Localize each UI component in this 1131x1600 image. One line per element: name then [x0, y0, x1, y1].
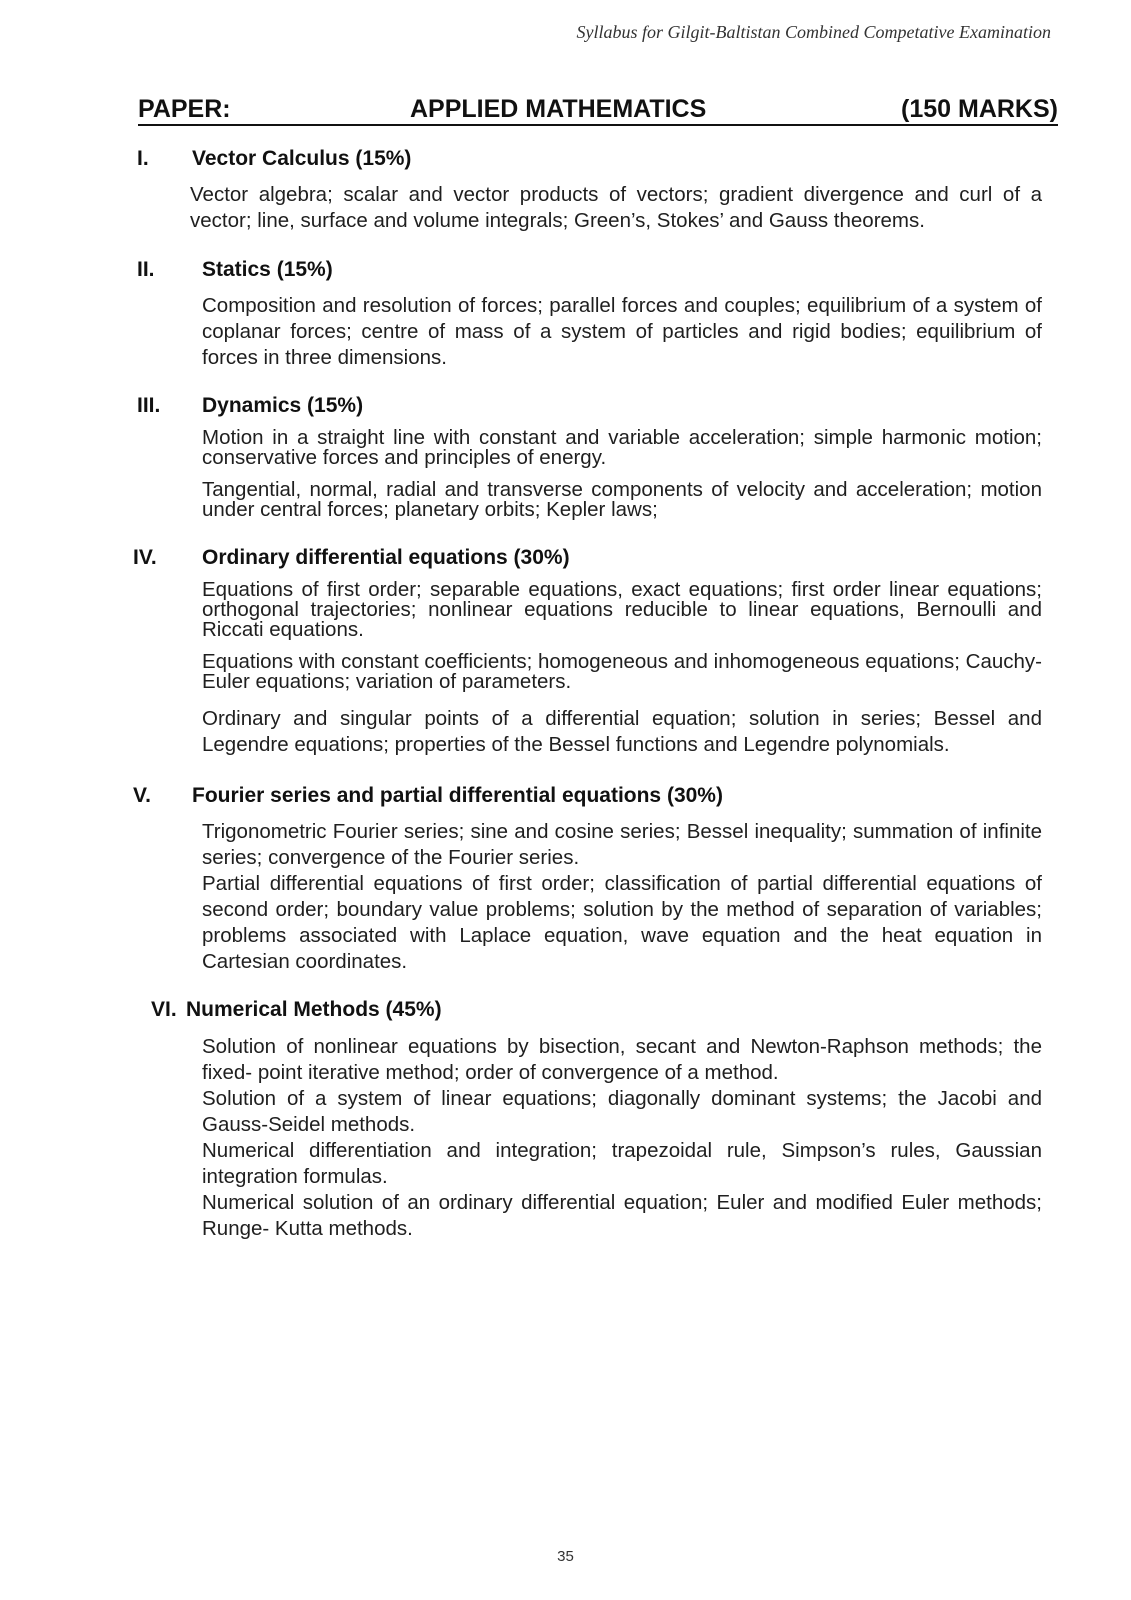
running-header: Syllabus for Gilgit-Baltistan Combined Competative Examination [576, 22, 1051, 42]
section-paragraph: Solution of nonlinear equations by bisection, secant and Newton-Raphson methods; the fixed- point iterative method; order of convergence of a method. [202, 1035, 1042, 1084]
paper-subject: APPLIED MATHEMATICS [410, 95, 707, 123]
section-number: II. [137, 258, 155, 281]
section-paragraph: Equations of first order; separable equations, exact equations; first order linear equations; orthogonal trajectories; nonlinear equations reducible to linear equations, Bernoulli and Riccati equations. [202, 578, 1042, 641]
section-number: IV. [133, 546, 157, 569]
section-paragraph: Partial differential equations of first order; classification of partial differential equations of second order; boundary value problems; solution by the method of separation of variables; problems associated with Laplace equation, wave equation and the heat equation in Cartesian coordinates. [202, 872, 1042, 973]
page-number: 35 [557, 1548, 574, 1565]
section-paragraph: Vector algebra; scalar and vector products of vectors; gradient divergence and curl of a vector; line, surface and volume integrals; Green’s, Stokes’ and Gauss theorems. [190, 183, 1042, 232]
section-title: Statics (15%) [202, 258, 333, 281]
section-title: Ordinary differential equations (30%) [202, 546, 570, 569]
section-paragraph: Solution of a system of linear equations; diagonally dominant systems; the Jacobi and Gauss-Seidel methods. [202, 1087, 1042, 1136]
section-number: V. [133, 784, 151, 807]
section-paragraph: Equations with constant coefficients; homogeneous and inhomogeneous equations; Cauchy-Euler equations; variation of parameters. [202, 650, 1042, 693]
paper-title [138, 94, 1058, 126]
section-title: Dynamics (15%) [202, 394, 364, 417]
section-title: Fourier series and partial differential equations (30%) [192, 784, 723, 807]
section-number: VI. [151, 998, 177, 1021]
section-paragraph: Trigonometric Fourier series; sine and cosine series; Bessel inequality; summation of infinite series; convergence of the Fourier series. [202, 820, 1042, 869]
section-paragraph: Composition and resolution of forces; parallel forces and couples; equilibrium of a system of coplanar forces; centre of mass of a system of particles and rigid bodies; equilibrium of forces in three dimensions. [202, 294, 1042, 369]
section-paragraph: Motion in a straight line with constant and variable acceleration; simple harmonic motion; conservative forces and principles of energy. [202, 426, 1042, 469]
section-number: I. [137, 147, 149, 170]
section-paragraph: Tangential, normal, radial and transverse components of velocity and acceleration; motion under central forces; planetary orbits; Kepler laws; [202, 478, 1042, 521]
section-paragraph: Numerical differentiation and integration; trapezoidal rule, Simpson’s rules, Gaussian integration formulas. [202, 1139, 1042, 1188]
section-title: Vector Calculus (15%) [192, 147, 412, 170]
paper-marks: (150 MARKS) [901, 95, 1058, 123]
section-paragraph: Ordinary and singular points of a differential equation; solution in series; Bessel and Legendre equations; properties of the Bessel functions and Legendre polynomials. [202, 707, 1042, 756]
section-paragraph: Numerical solution of an ordinary differential equation; Euler and modified Euler methods; Runge- Kutta methods. [202, 1191, 1042, 1240]
section-number: III. [137, 394, 161, 417]
section-title: Numerical Methods (45%) [186, 998, 442, 1021]
paper-label: PAPER: [138, 95, 231, 123]
